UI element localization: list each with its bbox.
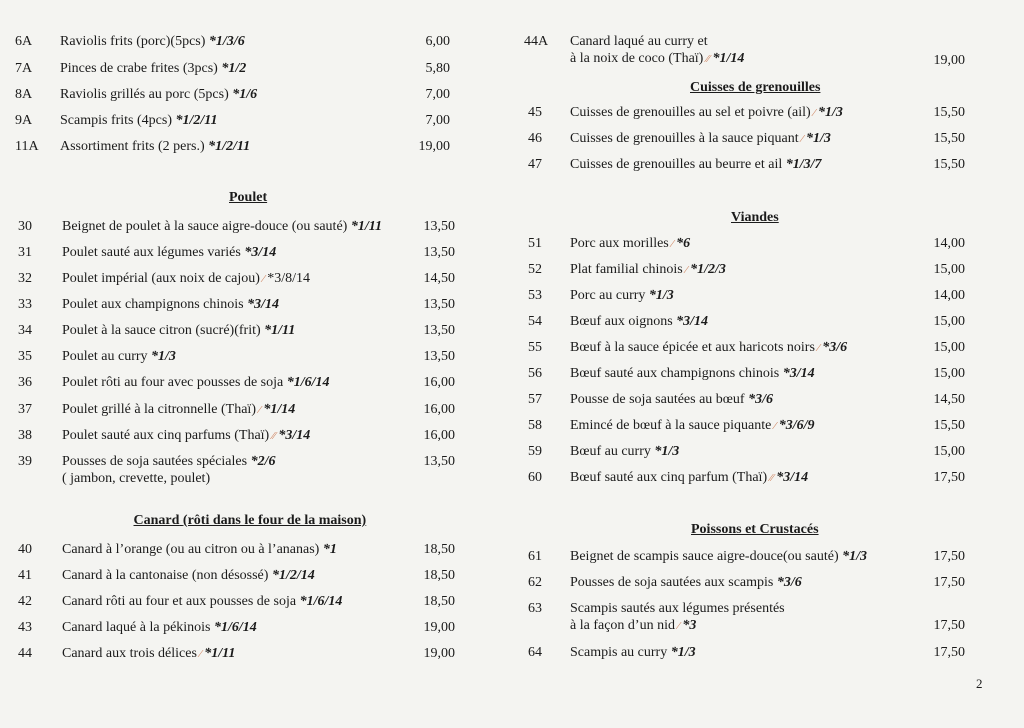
chili-icon: ⁄⁄: [703, 53, 713, 65]
menu-item: [510, 574, 1024, 591]
item-allergens: *1/2/14: [271, 568, 315, 583]
item-price: 17,50: [933, 645, 965, 660]
item-allergens: *1/3/6: [208, 34, 245, 49]
chili-icon: ⁄⁄: [767, 472, 777, 484]
menu-item: [510, 469, 1024, 486]
item-allergens: *3/14: [247, 297, 279, 312]
item-name: [570, 644, 696, 661]
item-name: [62, 645, 235, 663]
item-allergens: *1/3: [151, 349, 176, 364]
item-allergens: *1/6: [232, 87, 258, 102]
item-name-line2: ( jambon, crevette, poulet): [62, 471, 211, 486]
item-price: 16,00: [423, 375, 455, 390]
item-allergens: *1/2/11: [175, 113, 218, 128]
item-allergens: *1/3/7: [785, 157, 822, 172]
chili-icon: ⁄: [668, 238, 677, 250]
item-name-text: Poulet grillé à la citronnelle (Thaï): [62, 402, 256, 417]
menu-item: [0, 453, 500, 487]
menu-item: [0, 218, 500, 235]
menu-item: [510, 287, 1024, 304]
item-name: [62, 296, 279, 313]
menu-item: [510, 104, 1024, 121]
menu-item: [510, 600, 1024, 634]
item-allergens: *1/14: [263, 402, 296, 417]
item-price: 18,50: [423, 542, 455, 557]
item-number: 33: [18, 297, 32, 312]
menu-item: [0, 374, 500, 391]
item-allergens: *1/11: [264, 323, 296, 338]
section-title: [691, 522, 819, 538]
item-number: 62: [528, 575, 542, 590]
section-title-text: Poissons et Crustacés: [691, 522, 819, 537]
item-name-text: Pousse de soja sautées au bœuf: [570, 392, 745, 407]
item-price: 15,00: [933, 444, 965, 459]
item-allergens: *1/3: [654, 444, 680, 459]
menu-item: [0, 86, 500, 103]
item-number: 60: [528, 470, 542, 485]
item-name-text: Scampis sautés aux légumes présentés: [570, 601, 785, 616]
menu-item: [0, 348, 500, 365]
item-allergens: *1/6/14: [286, 375, 330, 390]
item-price: 14,00: [933, 236, 965, 251]
item-number: 61: [528, 549, 542, 564]
item-name-text: Beignet de scampis sauce aigre-douce(ou sauté): [570, 549, 839, 564]
item-name-text: Poulet impérial (aux noix de cajou): [62, 271, 260, 286]
item-price: 18,50: [423, 568, 455, 583]
item-number: 55: [528, 340, 542, 355]
item-name-text: Canard laqué à la pékinois: [62, 620, 211, 635]
section-title-note: (rôti dans le four de la maison): [182, 513, 367, 528]
chili-icon: ⁄⁄: [269, 430, 279, 442]
item-price: 16,00: [423, 402, 455, 417]
item-number: 53: [528, 288, 542, 303]
item-price: 15,50: [933, 157, 965, 172]
item-number: 45: [528, 105, 542, 120]
item-name-text: Poulet à la sauce citron (sucré)(frit): [62, 323, 261, 338]
item-name: [570, 391, 773, 408]
item-allergens: *3/14: [782, 366, 815, 381]
item-name: [62, 453, 275, 487]
item-name: [62, 218, 382, 235]
item-price: 7,00: [425, 113, 450, 128]
item-price: 18,50: [423, 594, 455, 609]
item-price: 15,00: [933, 262, 965, 277]
item-number: 51: [528, 236, 542, 251]
item-number: 34: [18, 323, 32, 338]
item-price: 13,50: [423, 297, 455, 312]
item-name-text: Raviolis frits (porc)(5pcs): [60, 34, 206, 49]
item-name-text: Plat familial chinois: [570, 262, 683, 277]
item-number: 8A: [15, 87, 33, 102]
item-price: 6,00: [425, 34, 450, 49]
item-price: 15,00: [933, 340, 965, 355]
item-allergens: *1/14: [712, 51, 745, 66]
chili-icon: ⁄: [674, 620, 683, 632]
section-title-text: Cuisses de grenouilles: [690, 80, 821, 95]
item-name-text: Pousses de soja sautées spéciales: [62, 454, 248, 469]
item-name: [62, 541, 337, 558]
item-name: [570, 574, 802, 591]
item-name-text: Cuisses de grenouilles au sel et poivre (ail): [570, 105, 811, 120]
item-allergens: *3/14: [676, 314, 709, 329]
item-allergens: *1/11: [204, 646, 236, 661]
item-name: [62, 348, 176, 365]
item-number: 44: [18, 646, 32, 661]
item-name: [60, 33, 245, 50]
section-title: [731, 210, 779, 226]
item-price: 17,50: [933, 618, 965, 633]
item-name-text: Beignet de poulet à la sauce aigre-douce (ou sauté): [62, 219, 348, 234]
item-allergens: *3/6: [776, 575, 802, 590]
item-name-text: Porc aux morilles: [570, 236, 669, 251]
menu-item: [510, 235, 1024, 252]
chili-icon: ⁄: [814, 342, 823, 354]
item-number: 11A: [15, 139, 39, 154]
item-name: [62, 244, 276, 261]
item-allergens: *1/3: [670, 645, 696, 660]
item-name-text: Canard à l’orange (ou au citron ou à l’ananas): [62, 542, 320, 557]
item-name-text: Poulet rôti au four avec pousses de soja: [62, 375, 284, 390]
item-price: 17,50: [933, 575, 965, 590]
item-allergens: *1/2: [221, 61, 247, 76]
item-name: [60, 138, 250, 155]
item-price: 15,00: [933, 314, 965, 329]
item-number: 40: [18, 542, 32, 557]
item-name: [62, 374, 330, 391]
item-name: [570, 417, 814, 435]
item-number: 31: [18, 245, 32, 260]
item-name: [570, 313, 708, 330]
item-name-text: Canard à la cantonaise (non désossé): [62, 568, 269, 583]
item-allergens: *1: [322, 542, 337, 557]
menu-item: [0, 322, 500, 339]
item-number: 37: [18, 402, 32, 417]
item-name: [570, 600, 785, 635]
item-number: 38: [18, 428, 32, 443]
item-name: [62, 427, 310, 445]
item-name-text: Porc au curry: [570, 288, 646, 303]
item-name: [62, 401, 295, 419]
item-number: 57: [528, 392, 542, 407]
item-price: 17,50: [933, 549, 965, 564]
item-name-text: Scampis frits (4pcs): [60, 113, 172, 128]
item-name-text: Poulet sauté aux légumes variés: [62, 245, 241, 260]
item-number: 43: [18, 620, 32, 635]
item-number: 36: [18, 375, 32, 390]
item-price: 15,50: [933, 131, 965, 146]
menu-item: [510, 443, 1024, 460]
menu-item: [510, 391, 1024, 408]
item-name-text: Raviolis grillés au porc (5pcs): [60, 87, 229, 102]
item-name: [570, 443, 679, 460]
item-name: [570, 469, 808, 487]
item-number: 7A: [15, 61, 33, 76]
menu-item: [510, 130, 1024, 147]
chili-icon: ⁄: [798, 133, 806, 145]
menu-item: [0, 112, 500, 129]
item-name-text: Poulet au curry: [62, 349, 148, 364]
item-price: 13,50: [423, 349, 455, 364]
item-name: [62, 270, 310, 288]
item-name: [570, 548, 867, 565]
item-name: [62, 593, 342, 610]
item-name: [570, 261, 726, 279]
section-title: [134, 513, 367, 529]
item-allergens: *3/6/9: [778, 418, 815, 433]
item-allergens: *1/6/14: [214, 620, 257, 635]
menu-item: [510, 156, 1024, 173]
item-number: 46: [528, 131, 542, 146]
item-name: [60, 112, 218, 129]
item-name: [570, 235, 690, 253]
item-allergens: *3/14: [244, 245, 277, 260]
item-number: 56: [528, 366, 542, 381]
item-price: 14,00: [933, 288, 965, 303]
menu-item: [0, 244, 500, 261]
item-allergens: *1/2/3: [690, 262, 726, 277]
item-name-text: Assortiment frits (2 pers.): [60, 139, 205, 154]
item-name: [570, 287, 674, 304]
item-name-text: Scampis au curry: [570, 645, 668, 660]
menu-item: [510, 261, 1024, 278]
menu-item: [510, 33, 1024, 67]
item-name-text: Bœuf à la sauce épicée et aux haricots noirs: [570, 340, 815, 355]
item-price: 17,50: [933, 470, 965, 485]
item-name: [62, 322, 295, 339]
menu-item: [510, 417, 1024, 434]
item-number: 47: [528, 157, 542, 172]
menu-item: [510, 365, 1024, 382]
item-allergens: *1/6/14: [299, 594, 343, 609]
menu-item: [510, 644, 1024, 661]
item-number: 35: [18, 349, 32, 364]
item-name-text: Bœuf au curry: [570, 444, 651, 459]
item-number: 59: [528, 444, 542, 459]
section-title: [690, 80, 820, 96]
item-price: 13,50: [423, 219, 455, 234]
item-allergens: *1/3: [805, 131, 831, 146]
item-price: 14,50: [423, 271, 455, 286]
item-allergens: *1/3: [842, 549, 868, 564]
item-name: [60, 60, 246, 77]
item-allergens: *2/6: [250, 454, 276, 469]
chili-icon: ⁄: [255, 404, 264, 416]
item-name-line2: à la façon d’un nid: [570, 618, 675, 633]
menu-item: [0, 33, 500, 50]
menu-item: [0, 138, 500, 155]
item-name-text: Canard aux trois délices: [62, 646, 197, 661]
item-allergens: *1/2/11: [208, 139, 251, 154]
item-number: 39: [18, 454, 32, 469]
item-price: 13,50: [423, 245, 455, 260]
menu-item: [0, 270, 500, 287]
item-price: 5,80: [425, 61, 450, 76]
menu-item: [0, 619, 500, 636]
item-number: 41: [18, 568, 32, 583]
menu-item: [0, 645, 500, 662]
menu-item: [0, 296, 500, 313]
item-allergens: *3: [682, 618, 697, 633]
menu-item: [0, 567, 500, 584]
item-allergens: *3/14: [278, 428, 311, 443]
item-price: 15,50: [933, 105, 965, 120]
item-number: 64: [528, 645, 542, 660]
section-title: [229, 190, 267, 206]
section-title-text: Canard: [133, 513, 180, 528]
item-number: 54: [528, 314, 542, 329]
item-name-text: Cuisses de grenouilles au beurre et ail: [570, 157, 783, 172]
item-number: 58: [528, 418, 542, 433]
item-allergens: *3/6: [748, 392, 773, 407]
item-price: 15,00: [933, 366, 965, 381]
item-number: 6A: [15, 34, 33, 49]
item-name-line2: à la noix de coco (Thaï): [570, 51, 704, 66]
section-title-text: Poulet: [229, 190, 268, 205]
item-price: 19,00: [423, 646, 455, 661]
item-price: 15,50: [933, 418, 965, 433]
item-allergens: *3/8/14: [267, 271, 311, 286]
item-name: [570, 365, 815, 382]
item-number: 52: [528, 262, 542, 277]
item-name-text: Bœuf sauté aux champignons chinois: [570, 366, 780, 381]
item-name-text: Bœuf sauté aux cinq parfum (Thaï): [570, 470, 768, 485]
item-name-text: Pousses de soja sautées aux scampis: [570, 575, 774, 590]
item-price: 19,00: [423, 620, 455, 635]
chili-icon: ⁄: [682, 264, 691, 276]
chili-icon: ⁄: [259, 273, 268, 285]
page-number: 2: [976, 676, 983, 691]
item-name-text: Cuisses de grenouilles à la sauce piquant: [570, 131, 799, 146]
menu-item: [0, 60, 500, 77]
item-allergens: *1/11: [350, 219, 382, 234]
item-allergens: *1/3: [818, 105, 843, 120]
item-price: 13,50: [423, 454, 455, 469]
item-name-text: Bœuf aux oignons: [570, 314, 673, 329]
item-name-text: Canard rôti au four et aux pousses de soja: [62, 594, 297, 609]
chili-icon: ⁄: [810, 107, 819, 119]
item-name: [62, 619, 257, 636]
item-price: 14,50: [933, 392, 965, 407]
section-title-text: Viandes: [731, 210, 779, 225]
menu-item: [510, 339, 1024, 356]
item-name-text: Pinces de crabe frites (3pcs): [60, 61, 218, 76]
item-name-text: Emincé de bœuf à la sauce piquante: [570, 418, 772, 433]
item-number: 44A: [524, 34, 549, 49]
menu-item: [0, 427, 500, 444]
item-allergens: *3/14: [776, 470, 809, 485]
item-number: 63: [528, 601, 542, 616]
menu-item: [0, 593, 500, 610]
item-name-text: Canard laqué au curry et: [570, 34, 708, 49]
item-allergens: *6: [676, 236, 691, 251]
item-number: 32: [18, 271, 32, 286]
item-price: 13,50: [423, 323, 455, 338]
item-allergens: *3/6: [822, 340, 848, 355]
item-name: [60, 86, 257, 103]
menu-item: [0, 401, 500, 418]
item-name: [570, 104, 843, 122]
item-allergens: *1/3: [648, 288, 674, 303]
item-name-text: Poulet sauté aux cinq parfums (Thaï): [62, 428, 270, 443]
item-price: 19,00: [933, 53, 965, 68]
item-number: 30: [18, 219, 32, 234]
item-name: [570, 156, 822, 173]
item-name: [62, 567, 315, 584]
item-price: 16,00: [423, 428, 455, 443]
chili-icon: ⁄: [196, 648, 205, 660]
item-number: 9A: [15, 113, 33, 128]
item-number: 42: [18, 594, 32, 609]
item-name: [570, 130, 831, 148]
item-name: [570, 339, 847, 357]
menu-item: [510, 548, 1024, 565]
menu-item: [510, 313, 1024, 330]
menu-item: [0, 541, 500, 558]
item-name: [570, 33, 744, 68]
item-price: 19,00: [418, 139, 450, 154]
item-name-text: Poulet aux champignons chinois: [62, 297, 244, 312]
chili-icon: ⁄: [771, 420, 779, 432]
item-price: 7,00: [425, 87, 450, 102]
